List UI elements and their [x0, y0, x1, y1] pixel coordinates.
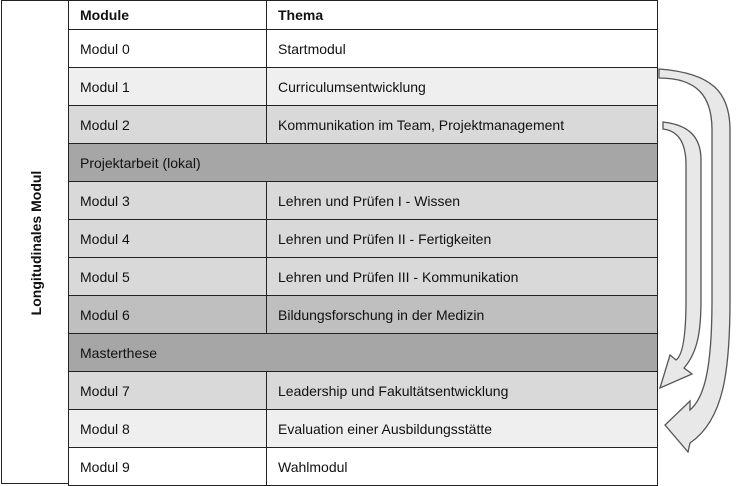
module-cell: Modul 2 — [69, 106, 267, 144]
phase-row — [69, 334, 658, 372]
header-thema: Thema — [267, 1, 658, 30]
phase-label: Projektarbeit (lokal) — [69, 144, 658, 182]
module-cell: Modul 8 — [69, 410, 267, 448]
header-module: Module — [69, 1, 267, 30]
module-row — [69, 372, 658, 410]
module-cell: Modul 4 — [69, 220, 267, 258]
thema-cell: Lehren und Prüfen II - Fertigkeiten — [267, 220, 658, 258]
arrow-modul2-to-modul7 — [660, 122, 701, 388]
thema-cell: Startmodul — [267, 30, 658, 68]
thema-cell: Kommunikation im Team, Projektmanagement — [267, 106, 658, 144]
module-row — [69, 410, 658, 448]
module-cell: Modul 5 — [69, 258, 267, 296]
module-cell: Modul 7 — [69, 372, 267, 410]
module-cell: Modul 3 — [69, 182, 267, 220]
module-cell: Modul 1 — [69, 68, 267, 106]
arrow-modul1-to-modul8-shaft — [659, 69, 730, 452]
thema-cell: Leadership und Fakultätsentwicklung — [267, 372, 658, 410]
module-cell: Modul 0 — [69, 30, 267, 68]
module-cell: Modul 6 — [69, 296, 267, 334]
arrow-modul2-to-modul7-shaft — [660, 122, 701, 388]
phase-label: Masterthese — [69, 334, 658, 372]
longitudinal-module-label: Longitudinales Modul — [28, 170, 44, 316]
module-cell: Modul 9 — [69, 448, 267, 486]
module-row — [69, 448, 658, 486]
thema-cell: Curriculumsentwicklung — [267, 68, 658, 106]
phase-row — [69, 144, 658, 182]
table-header-row — [69, 1, 658, 30]
module-row — [69, 106, 658, 144]
module-table — [68, 0, 658, 486]
thema-cell: Lehren und Prüfen III - Kommunikation — [267, 258, 658, 296]
module-row — [69, 30, 658, 68]
module-row — [69, 68, 658, 106]
arrow-modul1-to-modul8 — [659, 69, 730, 452]
module-row — [69, 220, 658, 258]
thema-cell: Evaluation einer Ausbildungsstätte — [267, 410, 658, 448]
thema-cell: Lehren und Prüfen I - Wissen — [267, 182, 658, 220]
module-row — [69, 182, 658, 220]
module-row — [69, 296, 658, 334]
thema-cell: Bildungsforschung in der Medizin — [267, 296, 658, 334]
table-body — [69, 30, 658, 486]
longitudinal-module-column — [1, 0, 69, 484]
thema-cell: Wahlmodul — [267, 448, 658, 486]
module-row — [69, 258, 658, 296]
